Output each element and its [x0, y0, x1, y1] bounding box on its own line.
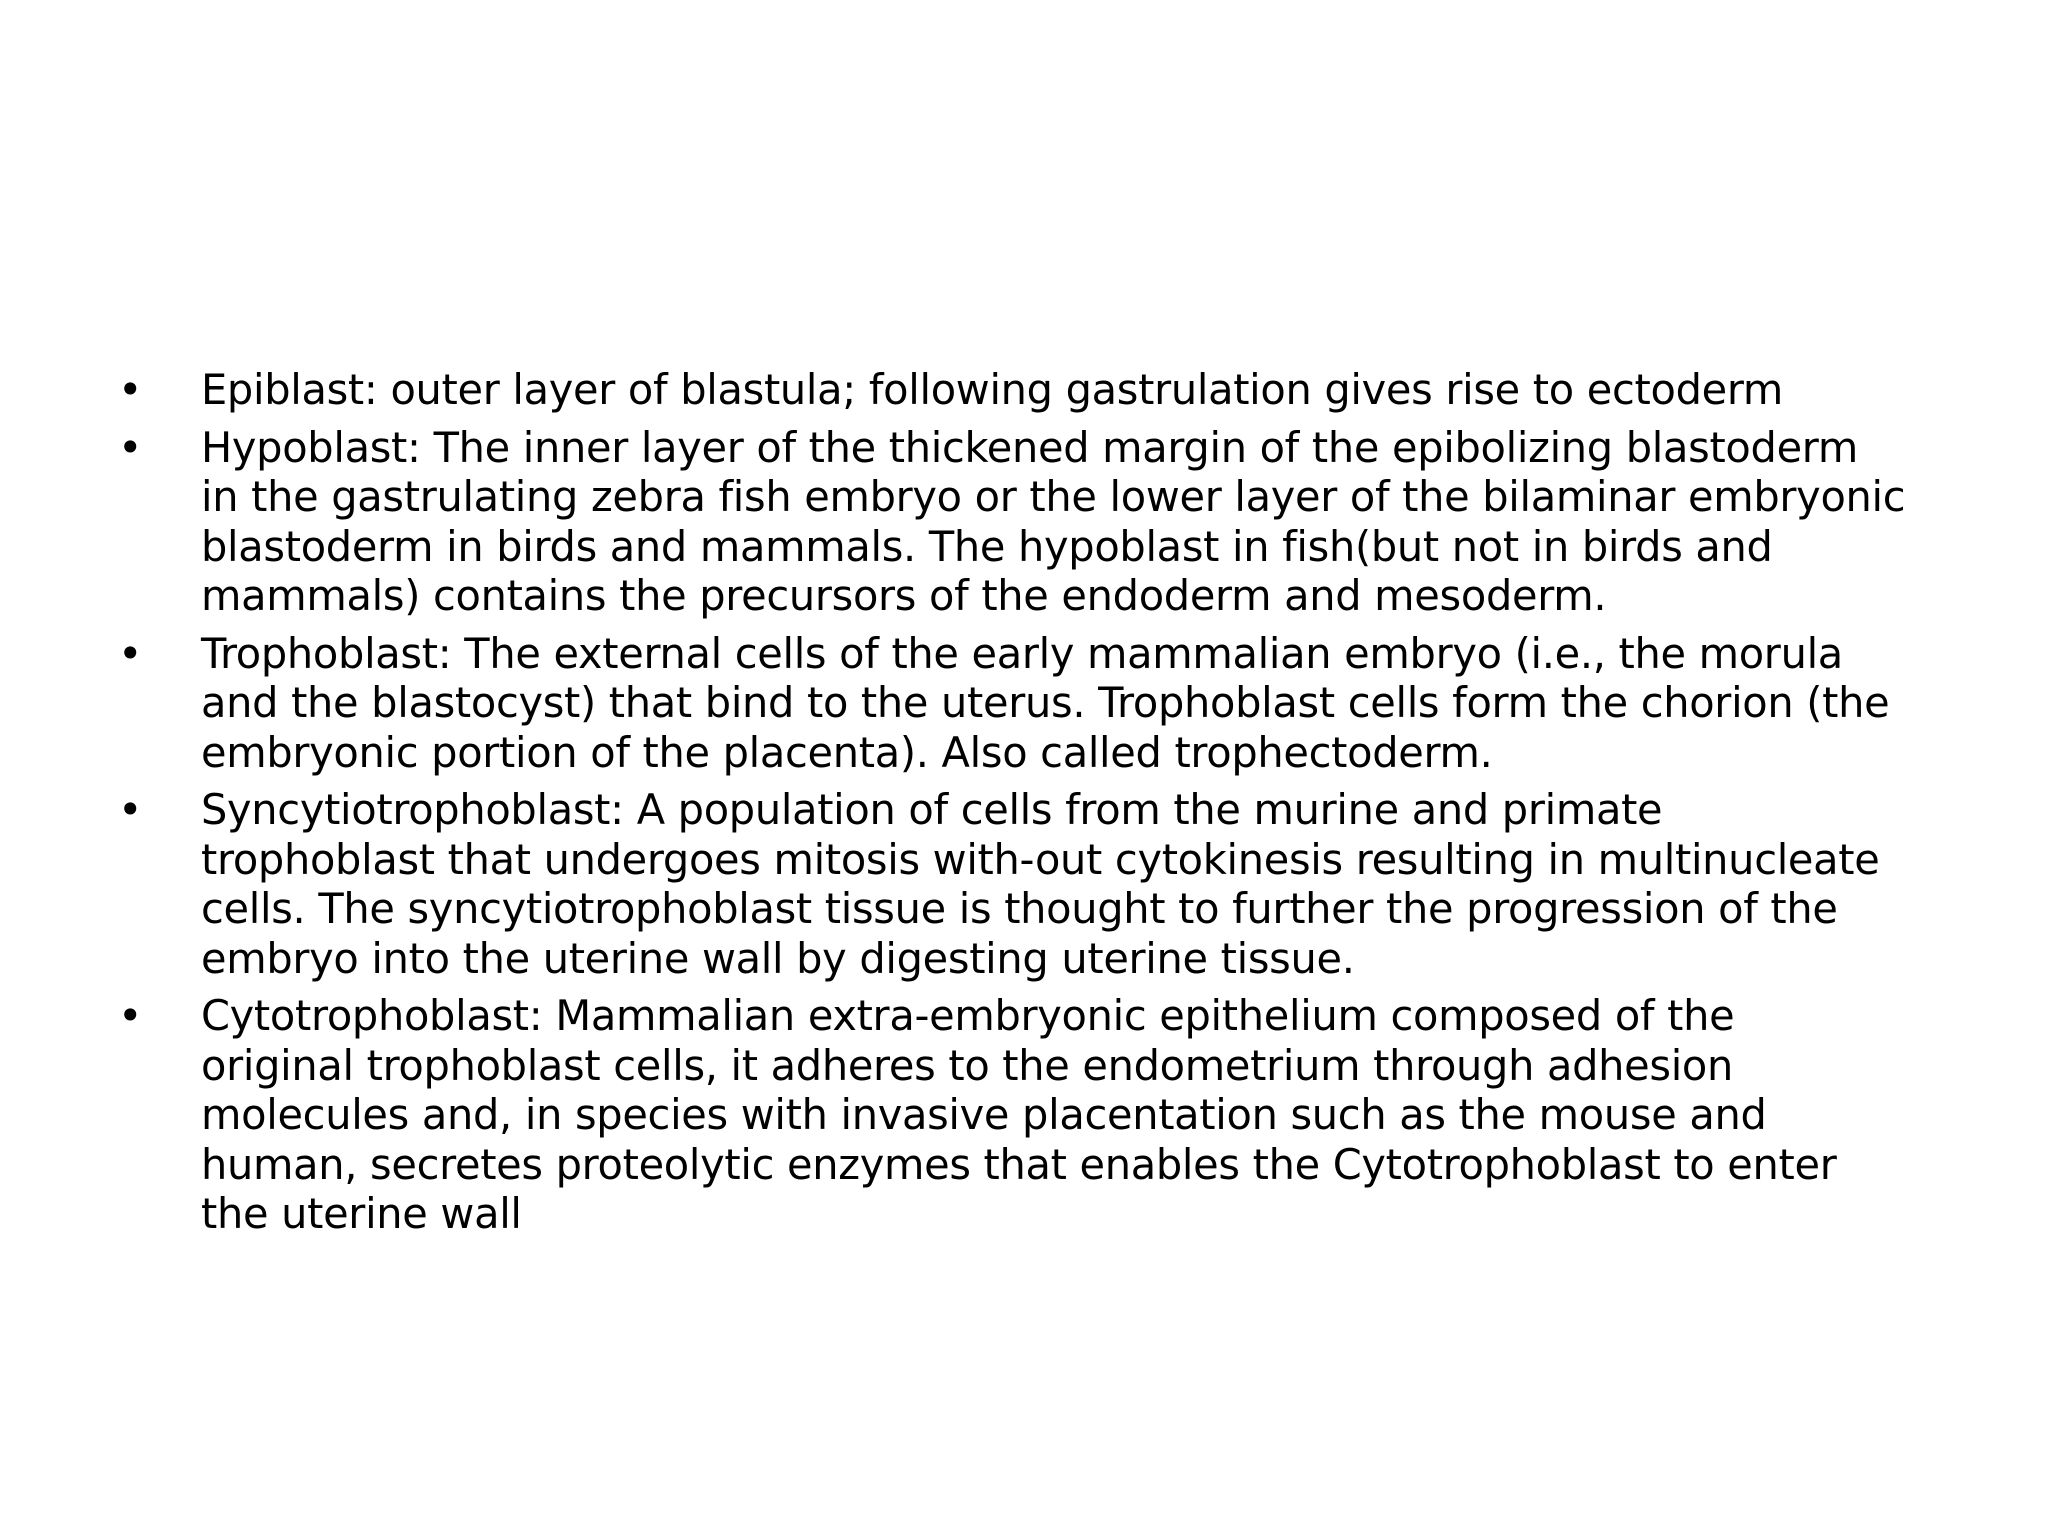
bullet-list	[118, 365, 1998, 1247]
bullet-dot: •	[118, 785, 143, 834]
bullet-text-line: Trophoblast: The external cells of the early mammalian embryo (i.e., the morula	[201, 628, 1843, 678]
bullet-dot: •	[118, 991, 143, 1040]
bullet-text-line: Cytotrophoblast: Mammalian extra-embryonic epithelium composed of the	[201, 991, 1735, 1040]
bullet-text-line: embryo into the uterine wall by digesting uterine tissue.	[201, 933, 1355, 983]
bullet-dot: •	[118, 365, 143, 414]
bullet-text-line: Syncytiotrophoblast: A population of cells from the murine and primate	[201, 785, 1663, 834]
bullet-text-line: blastoderm in birds and mammals. The hypoblast in fish(but not in birds and	[201, 521, 1773, 571]
bullet-text-line: trophoblast that undergoes mitosis with-out cytokinesis resulting in multinucleate	[201, 834, 1880, 884]
bullet-item-trophoblast	[118, 629, 1998, 778]
bullet-item-syncytiotrophoblast	[118, 785, 1998, 983]
bullet-text-line: cells. The syncytiotrophoblast tissue is thought to further the progression of the	[201, 884, 1838, 933]
bullet-item-epiblast	[118, 365, 1998, 415]
bullet-text-line: original trophoblast cells, it adheres to the endometrium through adhesion	[201, 1040, 1734, 1090]
bullet-text-line: in the gastrulating zebra fish embryo or the lower layer of the bilaminar embryonic	[201, 472, 1906, 521]
bullet-item-cytotrophoblast	[118, 991, 1998, 1239]
bullet-dot: •	[118, 422, 143, 472]
bullet-text-line: embryonic portion of the placenta). Also called trophectoderm.	[201, 727, 1493, 777]
bullet-text-line: Hypoblast: The inner layer of the thickened margin of the epibolizing blastoderm	[201, 422, 1858, 472]
bullet-text-line: the uterine wall	[201, 1189, 522, 1238]
bullet-text-line: Epiblast: outer layer of blastula; following gastrulation gives rise to ectoderm	[201, 365, 1783, 414]
bullet-dot: •	[118, 628, 143, 678]
bullet-item-hypoblast	[118, 423, 1998, 621]
bullet-text-line: human, secretes proteolytic enzymes that enables the Cytotrophoblast to enter	[201, 1139, 1837, 1189]
bullet-text-line: and the blastocyst) that bind to the uterus. Trophoblast cells form the chorion (the	[201, 678, 1890, 727]
bullet-text-line: molecules and, in species with invasive placentation such as the mouse and	[201, 1090, 1767, 1139]
bullet-text-line: mammals) contains the precursors of the endoderm and mesoderm.	[201, 571, 1607, 620]
